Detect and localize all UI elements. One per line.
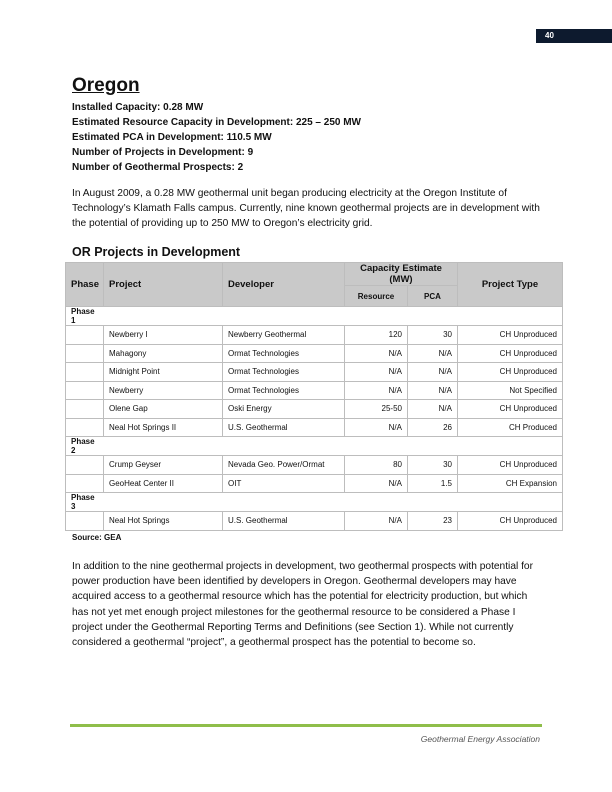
pca-cell: 1.5 <box>408 474 458 493</box>
pca-cell: 30 <box>408 456 458 475</box>
phase-row <box>66 307 563 326</box>
page-title: Oregon <box>72 75 140 96</box>
header-developer: Developer <box>223 263 345 307</box>
project-cell: Olene Gap <box>104 400 223 419</box>
resource-cell: 80 <box>345 456 408 475</box>
developer-cell: U.S. Geothermal <box>223 512 345 531</box>
phase-row <box>66 493 563 512</box>
footer-text: Geothermal Energy Association <box>420 734 540 744</box>
developer-cell: Nevada Geo. Power/Ormat <box>223 456 345 475</box>
table-row <box>66 474 563 493</box>
project-cell: Neal Hot Springs <box>104 512 223 531</box>
pca-cell: 26 <box>408 418 458 437</box>
summary-stats <box>72 100 361 175</box>
developer-cell: OIT <box>223 474 345 493</box>
resource-cell: N/A <box>345 418 408 437</box>
installed-capacity: Installed Capacity: 0.28 MW <box>72 102 204 113</box>
table-row <box>66 400 563 419</box>
pca-cell: N/A <box>408 344 458 363</box>
type-cell: CH Unproduced <box>458 326 563 345</box>
project-cell: Mahagony <box>104 344 223 363</box>
table-row <box>66 512 563 531</box>
header-type: Project Type <box>458 263 563 307</box>
project-cell: GeoHeat Center II <box>104 474 223 493</box>
phase-label: Phase 2 <box>66 437 104 456</box>
table-body <box>66 307 563 531</box>
header-project: Project <box>104 263 223 307</box>
header-pca: PCA <box>408 286 458 307</box>
intro-paragraph: In August 2009, a 0.28 MW geothermal unit began producing electricity at the Oregon Institute of Technology’s Klamath Falls campus. Currently, nine known geothermal projects are in development with the potential of providing up to 250 MW to Oregon’s electricity grid. <box>72 188 540 230</box>
phase-label: Phase 3 <box>66 493 104 512</box>
developer-cell: Newberry Geothermal <box>223 326 345 345</box>
type-cell: Not Specified <box>458 381 563 400</box>
resource-cell: N/A <box>345 474 408 493</box>
pca-cell: N/A <box>408 363 458 382</box>
pca-cell: N/A <box>408 400 458 419</box>
type-cell: CH Unproduced <box>458 400 563 419</box>
prospects-paragraph: In addition to the nine geothermal projects in development, two geothermal prospects with potential for power production have been identified by developers in Oregon. Geothermal developers may have acquired access to a geothermal resource which has the potential for electricity production, but which has not yet met enough project milestones for the geothermal resource to be considered a Phase I project under the Geothermal Reporting Terms and Definitions (see Section 1). While not currently considered a geothermal “project”, a geothermal prospect has the potential to become so. <box>72 561 533 649</box>
type-cell: CH Unproduced <box>458 512 563 531</box>
project-cell: Neal Hot Springs II <box>104 418 223 437</box>
developer-cell: Ormat Technologies <box>223 381 345 400</box>
phase-label: Phase 1 <box>66 307 104 326</box>
pca-estimate: Estimated PCA in Development: 110.5 MW <box>72 132 272 143</box>
table-row <box>66 456 563 475</box>
type-cell: CH Unproduced <box>458 344 563 363</box>
table-row <box>66 381 563 400</box>
table-row <box>66 344 563 363</box>
project-cell: Crump Geyser <box>104 456 223 475</box>
resource-cell: N/A <box>345 381 408 400</box>
project-cell: Midnight Point <box>104 363 223 382</box>
type-cell: CH Unproduced <box>458 456 563 475</box>
resource-cell: 120 <box>345 326 408 345</box>
header-resource: Resource <box>345 286 408 307</box>
table-row <box>66 326 563 345</box>
developer-cell: Ormat Technologies <box>223 344 345 363</box>
pca-cell: N/A <box>408 381 458 400</box>
resource-cell: N/A <box>345 363 408 382</box>
developer-cell: Oski Energy <box>223 400 345 419</box>
phase-row <box>66 437 563 456</box>
footer-rule <box>70 724 542 727</box>
project-cell: Newberry <box>104 381 223 400</box>
type-cell: CH Unproduced <box>458 363 563 382</box>
prospect-count: Number of Geothermal Prospects: 2 <box>72 162 244 173</box>
header-phase: Phase <box>66 263 104 307</box>
type-cell: CH Expansion <box>458 474 563 493</box>
pca-cell: 23 <box>408 512 458 531</box>
page-number: 40 <box>536 29 612 43</box>
table-row <box>66 363 563 382</box>
project-cell: Newberry I <box>104 326 223 345</box>
table-row <box>66 418 563 437</box>
source-note: Source: GEA <box>72 533 122 542</box>
resource-cell: N/A <box>345 344 408 363</box>
developer-cell: Ormat Technologies <box>223 363 345 382</box>
type-cell: CH Produced <box>458 418 563 437</box>
developer-cell: U.S. Geothermal <box>223 418 345 437</box>
resource-cell: 25-50 <box>345 400 408 419</box>
table-title: OR Projects in Development <box>72 245 241 259</box>
resource-capacity: Estimated Resource Capacity in Development: 225 – 250 MW <box>72 117 361 128</box>
project-count: Number of Projects in Development: 9 <box>72 147 254 158</box>
pca-cell: 30 <box>408 326 458 345</box>
projects-table <box>65 262 563 531</box>
resource-cell: N/A <box>345 512 408 531</box>
header-capacity: Capacity Estimate (MW) <box>345 263 458 286</box>
